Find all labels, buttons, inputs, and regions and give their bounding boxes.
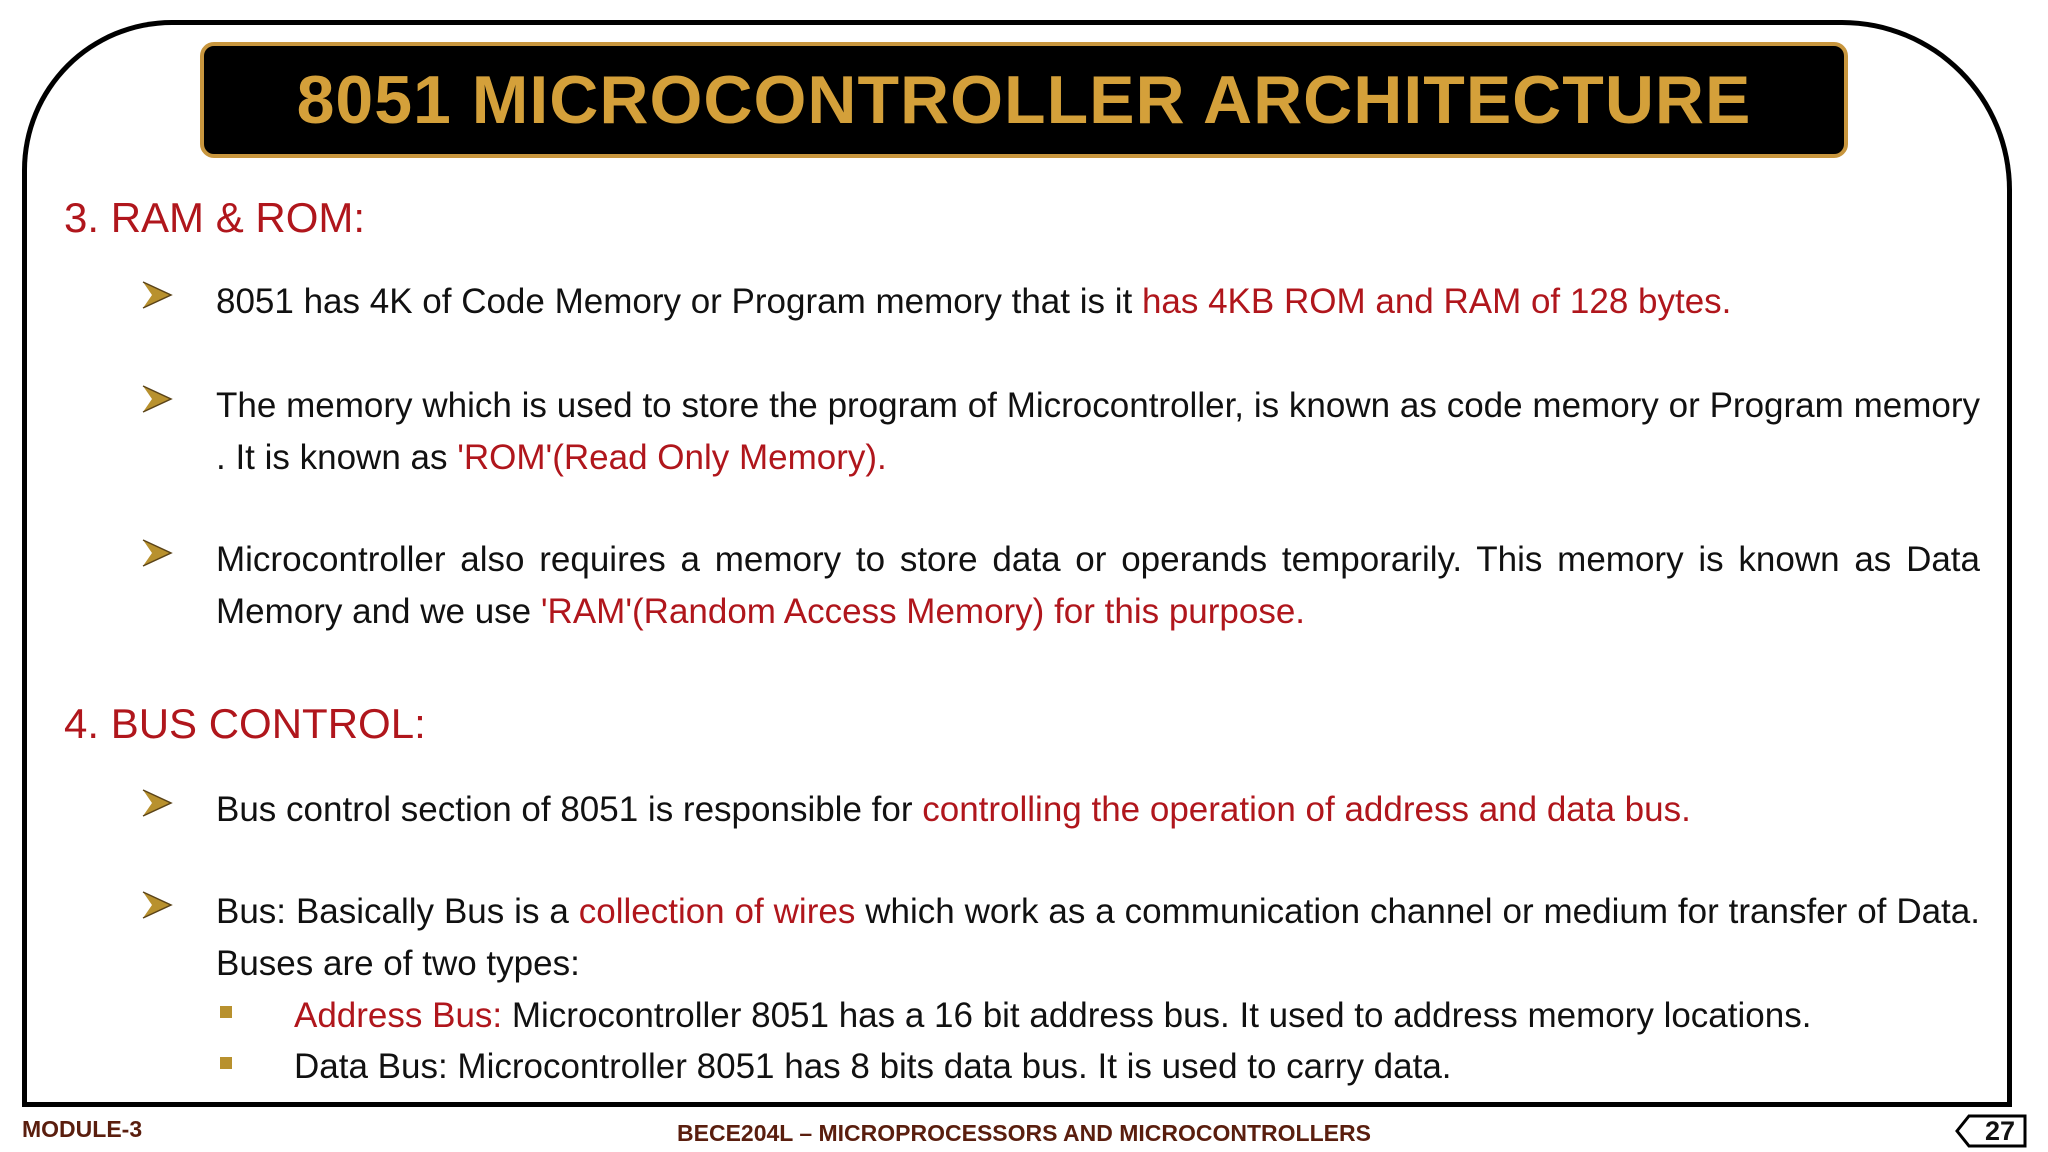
bullet-text <box>216 784 1980 836</box>
title-banner <box>200 42 1848 158</box>
highlighted-text: controlling the operation of address and data bus. <box>922 790 1691 829</box>
highlighted-text: Address Bus: <box>294 996 503 1035</box>
highlighted-text: 'ROM'(Read Only Memory). <box>457 438 887 477</box>
highlighted-text: collection of wires <box>578 892 856 931</box>
footer-module: MODULE-3 <box>22 1116 143 1142</box>
highlighted-text: has 4KB ROM and RAM of 128 bytes. <box>1141 282 1732 321</box>
arrow-bullet-icon <box>140 888 174 922</box>
body-text: which work as a communication channel or medium for transfer of Data. Buses are of two types: <box>216 892 1980 983</box>
highlighted-text: 'RAM'(Random Access Memory) for this purpose. <box>540 592 1306 631</box>
bullet-text <box>216 276 1980 328</box>
section-heading-ram-rom: 3. RAM & ROM: <box>64 194 366 241</box>
arrow-bullet-icon <box>140 382 174 416</box>
section-heading-bus-control: 4. BUS CONTROL: <box>64 700 426 747</box>
body-text: The memory which is used to store the program of Microcontroller, is known as code memory or Program memory . It is known as <box>216 386 1980 477</box>
square-bullet-icon <box>220 1057 232 1069</box>
body-text: Data Bus: Microcontroller 8051 has 8 bits data bus. It is used to carry data. <box>294 1047 1452 1086</box>
arrow-bullet-icon <box>140 278 174 312</box>
sub-bullet-text <box>294 1041 1994 1093</box>
square-bullet-icon <box>220 1006 232 1018</box>
arrow-bullet-icon <box>140 536 174 570</box>
bullet-text <box>216 886 1980 990</box>
bullet-text <box>216 380 1980 484</box>
arrow-bullet-icon <box>140 786 174 820</box>
slide-title: 8051 MICROCONTROLLER ARCHITECTURE <box>296 62 1752 138</box>
body-text: Bus: Basically Bus is a <box>216 892 579 931</box>
body-text: Microcontroller also requires a memory to store data or operands temporarily. This memory is known as Data Memory and we use <box>216 540 1980 631</box>
body-text: 8051 has 4K of Code Memory or Program memory that is it <box>216 282 1142 321</box>
sub-bullet-text <box>294 990 1994 1042</box>
slide-frame-bottom-rule <box>22 1102 2012 1107</box>
footer-course: BECE204L – MICROPROCESSORS AND MICROCONTROLLERS <box>677 1120 1371 1146</box>
body-text: Microcontroller 8051 has a 16 bit address bus. It used to address memory locations. <box>502 996 1812 1035</box>
body-text: Bus control section of 8051 is responsible for <box>216 790 923 829</box>
page-number: 27 <box>1985 1116 2016 1146</box>
bullet-text <box>216 534 1980 638</box>
